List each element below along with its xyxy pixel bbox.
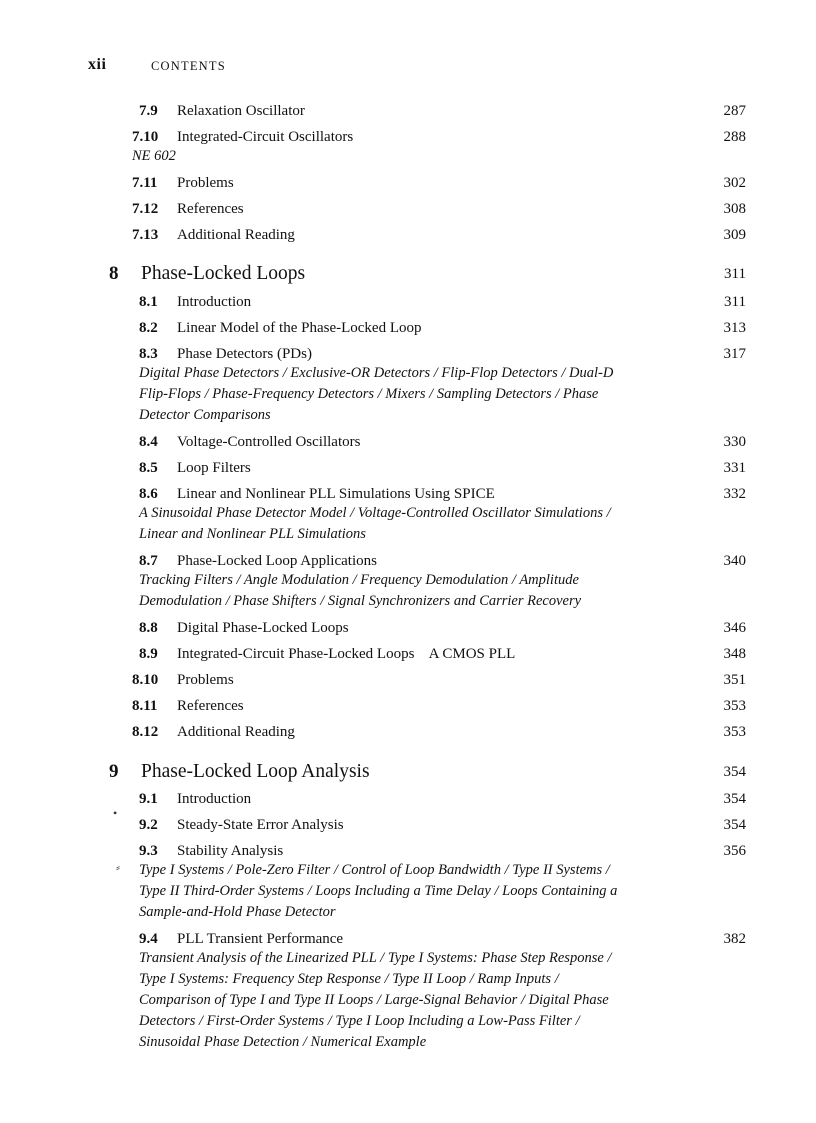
toc-entry[interactable] <box>0 293 816 311</box>
subtopics: Sample-and-Hold Phase Detector <box>139 904 336 920</box>
section-number: 8.5 <box>139 460 158 476</box>
section-page: 309 <box>723 227 746 243</box>
subtopics: Detector Comparisons <box>139 407 271 423</box>
section-page: 288 <box>723 129 746 145</box>
section-title: Steady-State Error Analysis <box>177 817 344 833</box>
section-number: 7.11 <box>132 175 158 191</box>
section-page: 330 <box>723 434 746 450</box>
section-number: 8.11 <box>132 698 158 714</box>
toc-entry[interactable] <box>0 645 816 663</box>
chapter-title: Phase-Locked Loops <box>141 263 306 284</box>
section-page: 332 <box>723 486 746 502</box>
section-number: 8.9 <box>139 646 158 662</box>
section-title: Voltage-Controlled Oscillators <box>177 434 361 450</box>
toc-entry[interactable] <box>0 930 816 948</box>
chapter-heading[interactable] <box>0 262 816 286</box>
toc-entry[interactable] <box>0 723 816 741</box>
section-number: 8.10 <box>132 672 159 688</box>
toc-entry[interactable] <box>0 816 816 834</box>
section-title: Phase-Locked Loop Applications <box>177 553 377 569</box>
section-title: Phase Detectors (PDs) <box>177 346 312 362</box>
section-title: PLL Transient Performance <box>177 931 344 947</box>
section-number: 8.3 <box>139 346 158 362</box>
section-title: Loop Filters <box>177 460 251 476</box>
section-title: Problems <box>177 175 234 191</box>
scan-speck: • <box>113 806 118 820</box>
section-number: 9.4 <box>139 931 158 947</box>
toc-entry[interactable] <box>0 433 816 451</box>
toc-entry[interactable] <box>0 671 816 689</box>
section-number: 8.8 <box>139 620 158 636</box>
section-number: 9.2 <box>139 817 158 833</box>
section-number: 8.7 <box>139 553 158 569</box>
section-page: 331 <box>723 460 746 476</box>
section-title: Problems <box>177 672 234 688</box>
section-number: 7.10 <box>132 129 159 145</box>
section-page: 313 <box>723 320 746 336</box>
subtopics: Type I Systems: Frequency Step Response / Type II Loop / Ramp Inputs / <box>139 971 559 987</box>
chapter-page: 354 <box>723 764 746 780</box>
toc-entry[interactable] <box>0 128 816 146</box>
section-page: 353 <box>723 698 746 714</box>
toc-entry[interactable] <box>0 619 816 637</box>
section-title: Digital Phase-Locked Loops <box>177 620 349 636</box>
section-page: 356 <box>723 843 746 859</box>
scan-speck: ⸗ <box>116 860 120 874</box>
section-page: 302 <box>723 175 746 191</box>
section-title: Relaxation Oscillator <box>177 103 305 119</box>
subtopics: Detectors / First-Order Systems / Type I Loop Including a Low-Pass Filter / <box>139 1013 580 1029</box>
section-page: 346 <box>723 620 746 636</box>
subtopics: Digital Phase Detectors / Exclusive-OR Detectors / Flip-Flop Detectors / Dual-D <box>139 365 614 381</box>
section-page: 348 <box>723 646 746 662</box>
section-page: 353 <box>723 724 746 740</box>
section-title: Integrated-Circuit Phase-Locked Loops A CMOS PLL <box>177 646 516 662</box>
subtopics: Tracking Filters / Angle Modulation / Frequency Demodulation / Amplitude <box>139 572 579 588</box>
subtopics: Type II Third-Order Systems / Loops Including a Time Delay / Loops Containing a <box>139 883 618 899</box>
section-page: 351 <box>723 672 746 688</box>
running-title: CONTENTS <box>151 59 226 73</box>
section-page: 354 <box>723 791 746 807</box>
section-number: 9.3 <box>139 843 158 859</box>
section-number: 8.4 <box>139 434 158 450</box>
chapter-title: Phase-Locked Loop Analysis <box>141 761 370 782</box>
section-title: Introduction <box>177 294 252 310</box>
subtopics: Comparison of Type I and Type II Loops / Large-Signal Behavior / Digital Phase <box>139 992 609 1008</box>
section-number: 8.12 <box>132 724 159 740</box>
section-number: 7.12 <box>132 201 159 217</box>
toc-entry[interactable] <box>0 345 816 363</box>
section-title: Additional Reading <box>177 227 295 243</box>
chapter-number: 8 <box>109 263 119 284</box>
section-title: References <box>177 698 244 714</box>
section-page: 382 <box>723 931 746 947</box>
toc-entry[interactable] <box>0 552 816 570</box>
section-page: 354 <box>723 817 746 833</box>
page-number: xii <box>88 56 107 73</box>
section-page: 317 <box>723 346 746 362</box>
section-title: Additional Reading <box>177 724 295 740</box>
toc-entry[interactable] <box>0 174 816 192</box>
section-title: Integrated-Circuit Oscillators <box>177 129 354 145</box>
section-title: Linear Model of the Phase-Locked Loop <box>177 320 422 336</box>
chapter-number: 9 <box>109 761 119 782</box>
section-number: 7.13 <box>132 227 159 243</box>
subtopics: Sinusoidal Phase Detection / Numerical Example <box>139 1034 427 1050</box>
subtopics: Linear and Nonlinear PLL Simulations <box>139 526 366 542</box>
toc-entry[interactable] <box>0 485 816 503</box>
toc-entry[interactable] <box>0 102 816 120</box>
toc-entry[interactable] <box>0 697 816 715</box>
section-page: 340 <box>723 553 746 569</box>
section-page: 308 <box>723 201 746 217</box>
section-title: Stability Analysis <box>177 843 284 859</box>
section-title: References <box>177 201 244 217</box>
subtopics: Transient Analysis of the Linearized PLL / Type I Systems: Phase Step Response / <box>139 950 612 966</box>
section-title: Linear and Nonlinear PLL Simulations Using SPICE <box>177 486 495 502</box>
section-number: 8.1 <box>139 294 158 310</box>
chapter-page: 311 <box>724 266 746 282</box>
subtopics: Flip-Flops / Phase-Frequency Detectors / Mixers / Sampling Detectors / Phase <box>139 386 599 402</box>
subtopics: A Sinusoidal Phase Detector Model / Voltage-Controlled Oscillator Simulations / <box>139 505 611 521</box>
toc-entry[interactable] <box>0 790 816 808</box>
toc-entry[interactable] <box>0 226 816 244</box>
toc-entry[interactable] <box>0 459 816 477</box>
subtopics: Demodulation / Phase Shifters / Signal Synchronizers and Carrier Recovery <box>139 593 582 609</box>
section-page: 287 <box>723 103 746 119</box>
toc-entry[interactable] <box>0 842 816 860</box>
toc-entry[interactable] <box>0 200 816 218</box>
section-number: 8.6 <box>139 486 158 502</box>
section-number: 9.1 <box>139 791 158 807</box>
section-number: 8.2 <box>139 320 158 336</box>
subtopics: NE 602 <box>132 148 176 164</box>
section-title: Introduction <box>177 791 252 807</box>
section-number: 7.9 <box>139 103 158 119</box>
subtopics: Type I Systems / Pole-Zero Filter / Control of Loop Bandwidth / Type II Systems / <box>139 862 610 878</box>
chapter-heading[interactable] <box>0 760 816 784</box>
section-page: 311 <box>724 294 746 310</box>
toc-entry[interactable] <box>0 319 816 337</box>
